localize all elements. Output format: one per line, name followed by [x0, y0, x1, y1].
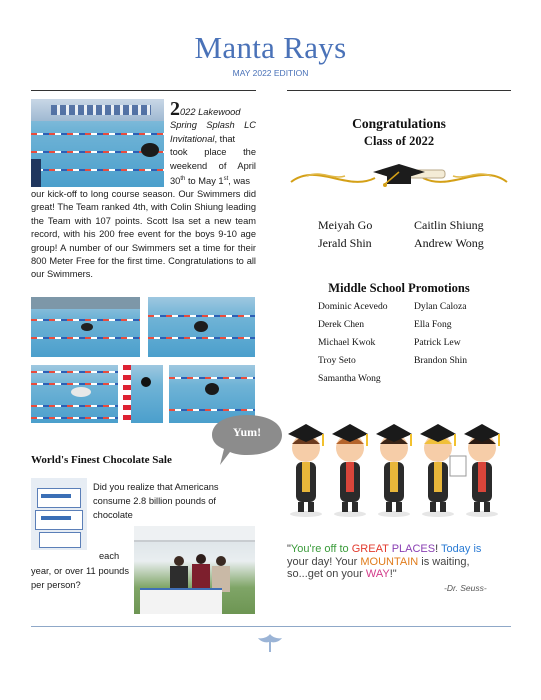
promotions-title: Middle School Promotions: [328, 281, 470, 295]
yum-speech-bubble: [206, 411, 288, 469]
drop-cap: 2: [170, 98, 180, 120]
quote-line-2: your day! Your MOUNTAIN is waiting,: [287, 555, 470, 568]
left-top-rule: [31, 90, 256, 91]
promo-ella: Ella Fong: [414, 319, 452, 330]
chocolate-text-b: each: [99, 551, 120, 561]
swim-meet-photo: [31, 99, 164, 187]
article-intro: [170, 98, 256, 189]
promo-derek: Derek Chen: [318, 319, 365, 330]
congrats-title: Congratulations: [352, 116, 446, 131]
edition-label: MAY 2022 EDITION: [232, 68, 309, 78]
article-line5: weekend of April: [170, 160, 256, 171]
promo-dylan: Dylan Caloza: [414, 301, 467, 312]
graduate-kids-illustration: [284, 410, 506, 520]
congrats-subtitle: Class of 2022: [363, 134, 435, 148]
footer-rule: [31, 626, 511, 627]
quote-line-3: so...get on your WAY!": [287, 568, 397, 580]
article-line4: took place the: [170, 147, 256, 158]
promo-brandon: Brandon Shin: [414, 355, 468, 366]
quote-author: -Dr. Seuss-: [444, 583, 487, 593]
chocolate-boxes-photo: [31, 478, 87, 550]
pool-photo-4: [123, 365, 163, 423]
chocolate-sale-title: World's Finest Chocolate Sale: [31, 454, 172, 466]
right-top-rule: [287, 90, 511, 91]
promo-michael: Michael Kwok: [318, 337, 376, 348]
promo-troy: Troy Seto: [318, 355, 356, 366]
manta-ray-logo-icon: [257, 632, 283, 654]
chocolate-text-a: Did you realize that Americans consume 2.8 billion pounds of chocolate: [93, 482, 219, 520]
promo-dominic: Dominic Acevedo: [318, 301, 388, 312]
article-body: our kick-off to long course season. Our Swimmers did great! The Team ranked 4th, with Colin Shiung leading the Team with 107 points. Scott Isa set a new team record, with his 200 free event for the boys 9-10 age group! A number of our Swimmers set a time for their 800 Meter Free for the first time. Congratulations to all our Swimmers.: [31, 189, 256, 280]
chocolate-booth-photo: [134, 526, 255, 614]
article-line6: 30th to May 1st, was: [170, 176, 250, 187]
pool-photo-3: [31, 365, 118, 423]
graduate-jerald: Jerald Shin: [318, 236, 372, 250]
graduation-cap-ornament: [287, 158, 511, 198]
promo-samantha: Samantha Wong: [318, 373, 381, 384]
seuss-quote: [287, 543, 509, 581]
event-name-part2: Spring Splash LC Invitational, that: [170, 120, 256, 144]
pool-photo-1: [31, 297, 140, 357]
quote-line-1: "You're off to GREAT PLACES! Today is: [287, 543, 482, 555]
promo-patrick: Patrick Lew: [414, 337, 461, 348]
graduate-andrew: Andrew Wong: [414, 236, 484, 250]
graduate-caitlin: Caitlin Shiung: [414, 218, 484, 232]
graduate-meiyah: Meiyah Go: [318, 218, 373, 232]
pool-photo-2: [148, 297, 255, 357]
chocolate-text-c: year, or over 11 pounds per person?: [31, 566, 129, 590]
newsletter-title: Manta Rays: [194, 30, 347, 65]
yum-text: Yum!: [232, 425, 262, 439]
event-name-part1: 022 Lakewood: [180, 107, 241, 117]
